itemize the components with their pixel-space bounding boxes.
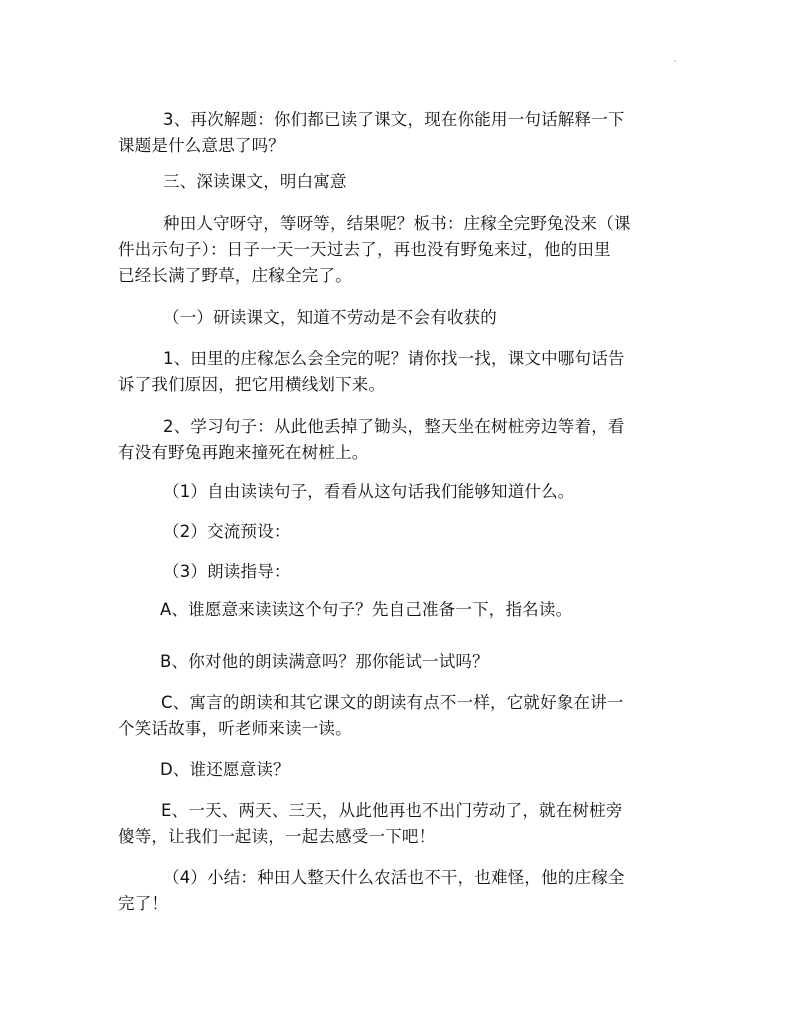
item-a: [160, 597, 572, 623]
step-reading-guidance: [163, 559, 291, 585]
text-line: A、谁愿意来读读这个句子？先自己准备一下，指名读。: [160, 600, 573, 619]
text-line: D、谁还愿意读？: [160, 760, 290, 779]
section-heading: [163, 169, 347, 195]
text-line: 课题是什么意思了吗？: [118, 136, 285, 155]
text-line: 1、田里的庄稼怎么会全完的呢？请你找一找，课文中哪句话告: [163, 349, 625, 368]
text-line: 件出示句子）：日子一天一天过去了，再也没有野兔来过，他的田里: [118, 240, 611, 259]
text-line: B、你对他的朗读满意吗？那你能试一试吗？: [160, 652, 489, 671]
step-free-reading: [163, 479, 575, 505]
text-line: （4）小结：种田人整天什么农活也不干，也难怪，他的庄稼全: [163, 868, 625, 887]
text-line: 完了！: [118, 894, 169, 913]
text-line: 傻等，让我们一起读，一起去感受一下吧！: [118, 827, 436, 846]
text-line: （3）朗读指导：: [163, 562, 291, 581]
item-e: [118, 798, 623, 850]
item-d: [160, 757, 290, 783]
item-c: [118, 690, 624, 742]
text-line: 2、学习句子：从此他丢掉了锄头，整天坐在树桩旁边等着，看: [163, 417, 625, 436]
text-line: 已经长满了野草，庄稼全完了。: [118, 266, 352, 285]
step-summary: [118, 865, 625, 917]
text-line: C、寓言的朗读和其它课文的朗读有点不一样，它就好象在讲一: [161, 693, 624, 712]
text-line: 诉了我们原因，把它用横线划下来。: [118, 375, 386, 394]
text-line: 个笑话故事，听老师来读一读。: [118, 719, 352, 738]
text-line: 3、再次解题：你们都已读了课文，现在你能用一句话解释一下: [163, 110, 625, 129]
paragraph-farmer-waits: [118, 211, 631, 289]
text-line: 种田人守呀守，等呀等，结果呢？板书：庄稼全完野兔没来（课: [163, 214, 631, 233]
paragraph-retitle: [118, 107, 625, 159]
item-b: [160, 649, 489, 675]
paragraph-question-1: [118, 346, 625, 398]
text-line: 有没有野兔再跑来撞死在树桩上。: [118, 443, 369, 462]
subsection-heading: [163, 305, 497, 331]
text-line: 三、深读课文，明白寓意: [163, 172, 347, 191]
text-line: （2）交流预设：: [163, 522, 291, 541]
paragraph-study-sentence: [118, 414, 625, 466]
text-line: E、一天、两天、三天，从此他再也不出门劳动了，就在树桩旁: [161, 801, 623, 820]
step-discussion: [163, 519, 291, 545]
text-line: （1）自由读读句子，看看从这句话我们能够知道什么。: [163, 482, 575, 501]
text-line: （一）研读课文，知道不劳动是不会有收获的: [163, 308, 497, 327]
page-mark: ·: [674, 57, 677, 66]
